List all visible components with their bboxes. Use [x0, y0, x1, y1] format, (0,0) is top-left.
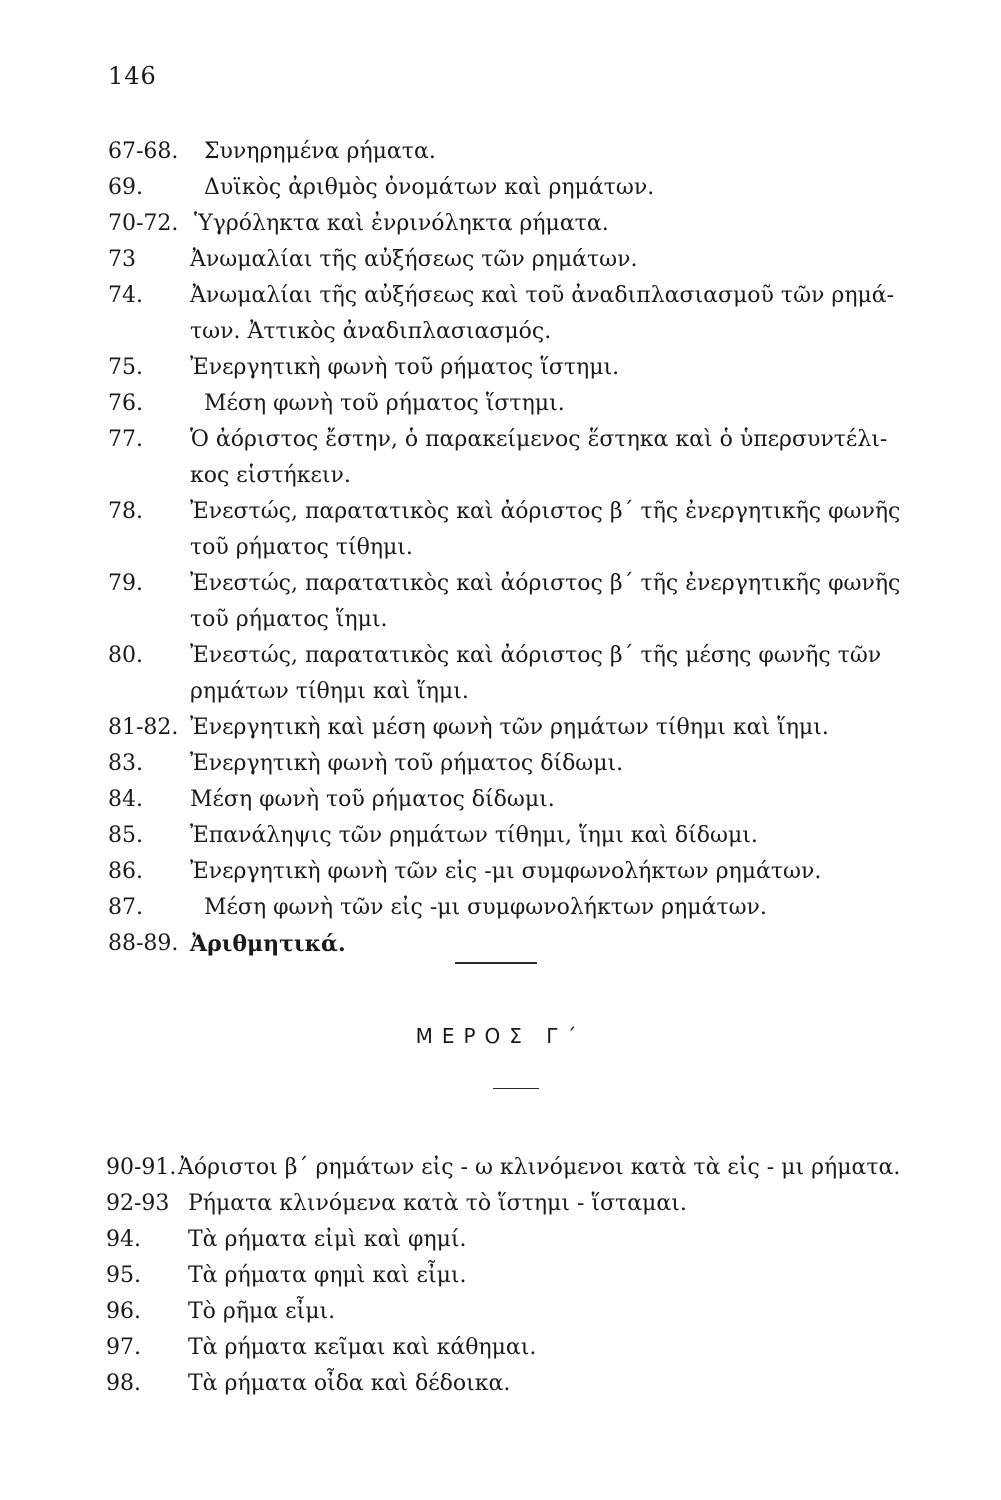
- page-number: 146: [108, 62, 157, 90]
- entry-title: Ἐνεστώς, παρατατικὸς καὶ ἀόριστος β΄ τῆς ἐνεργητικῆς φωνῆς: [190, 499, 901, 524]
- entry-title: Ἐνεργητικὴ φωνὴ τῶν εἰς -μι συμφωνολήκτων ρημάτων.: [190, 859, 822, 884]
- entry-number: 94.: [106, 1227, 141, 1252]
- entry-number: 81-82.: [108, 715, 179, 740]
- entry-number: 98.: [106, 1371, 141, 1396]
- entry-number: 74.: [108, 283, 143, 308]
- entry-title-continuation: των. Ἀττικὸς ἀναδιπλασιασμός.: [190, 319, 552, 344]
- entry-number: 88-89.: [108, 931, 179, 956]
- entry-title: Δυϊκὸς ἀριθμὸς ὀνομάτων καὶ ρημάτων.: [204, 175, 655, 200]
- entry-title: Μέση φωνὴ τοῦ ρήματος δίδωμι.: [190, 787, 555, 812]
- entry-number: 87.: [108, 895, 143, 920]
- entry-title: Ἀνωμαλίαι τῆς αὐξήσεως καὶ τοῦ ἀναδιπλασιασμοῦ τῶν ρημά-: [190, 283, 895, 308]
- entry-number: 97.: [106, 1335, 141, 1360]
- entry-number: 79.: [108, 571, 143, 596]
- entry-title: Τὰ ρήματα οἶδα καὶ δέδοικα.: [188, 1371, 511, 1396]
- entry-title: Ἐπανάληψις τῶν ρημάτων τίθημι, ἵημι καὶ δίδωμι.: [190, 823, 758, 848]
- entry-number: 96.: [106, 1299, 141, 1324]
- entry-number: 85.: [108, 823, 143, 848]
- entry-title-continuation: τοῦ ρήματος ἵημι.: [190, 607, 388, 632]
- part-heading: ΜΕΡΟΣ Γ΄: [415, 1024, 586, 1048]
- entry-title: Ἐνεστώς, παρατατικὸς καὶ ἀόριστος β΄ τῆς ἐνεργητικῆς φωνῆς: [190, 571, 901, 596]
- entry-title: Ἐνεστώς, παρατατικὸς καὶ ἀόριστος β΄ τῆς μέσης φωνῆς τῶν: [190, 643, 882, 668]
- entry-number: 83.: [108, 751, 143, 776]
- entry-title: Ρήματα κλινόμενα κατὰ τὸ ἵστημι - ἵσταμαι.: [188, 1191, 687, 1216]
- entry-number: 84.: [108, 787, 143, 812]
- entry-title-continuation: κος εἱστήκειν.: [190, 463, 351, 488]
- entry-title: Τὰ ρήματα φημὶ καὶ εἶμι.: [188, 1263, 467, 1288]
- entry-number: 76.: [108, 391, 143, 416]
- entry-title: Ἀνωμαλίαι τῆς αὐξήσεως τῶν ρημάτων.: [190, 247, 638, 272]
- entry-number: 73: [108, 247, 136, 272]
- entry-number: 92-93: [106, 1191, 170, 1216]
- entry-title: Τὰ ρήματα εἰμὶ καὶ φημί.: [188, 1227, 467, 1252]
- entry-title: Ἐνεργητικὴ φωνὴ τοῦ ρήματος δίδωμι.: [190, 751, 624, 776]
- entry-number: 86.: [108, 859, 143, 884]
- entry-number: 78.: [108, 499, 143, 524]
- entry-title: Ἀριθμητικά.: [190, 931, 346, 957]
- entry-title: Τὰ ρήματα κεῖμαι καὶ κάθημαι.: [188, 1335, 537, 1360]
- entry-title: Συνηρημένα ρήματα.: [204, 139, 436, 164]
- entry-title: Ἐνεργητικὴ καὶ μέση φωνὴ τῶν ρημάτων τίθημι καὶ ἵημι.: [190, 715, 829, 740]
- entry-title: Μέση φωνὴ τοῦ ρήματος ἵστημι.: [204, 391, 565, 416]
- entry-number: 70-72.: [108, 211, 179, 236]
- entry-title: Τὸ ρῆμα εἶμι.: [188, 1299, 336, 1324]
- entry-title: Ἀόριστοι β΄ ρημάτων εἰς - ω κλινόμενοι κατὰ τὰ εἰς - μι ρήματα.: [178, 1155, 901, 1180]
- section-divider: [455, 962, 537, 964]
- entry-number: 77.: [108, 427, 143, 452]
- entry-title-continuation: ρημάτων τίθημι καὶ ἵημι.: [190, 679, 469, 704]
- entry-number: 67-68.: [108, 139, 179, 164]
- entry-number: 75.: [108, 355, 143, 380]
- entry-number: 95.: [106, 1263, 141, 1288]
- entry-title-continuation: τοῦ ρήματος τίθημι.: [190, 535, 413, 560]
- entry-number: 80.: [108, 643, 143, 668]
- entry-title: Ὑγρόληκτα καὶ ἐνρινόληκτα ρήματα.: [194, 211, 609, 236]
- heading-underline: [493, 1088, 539, 1089]
- entry-title: Μέση φωνὴ τῶν εἰς -μι συμφωνολήκτων ρημάτων.: [204, 895, 767, 920]
- entry-number: 90-91.: [106, 1155, 177, 1180]
- entry-title: Ὁ ἀόριστος ἔστην, ὁ παρακείμενος ἕστηκα καὶ ὁ ὑπερσυντέλι-: [190, 427, 888, 452]
- entry-number: 69.: [108, 175, 143, 200]
- entry-title: Ἐνεργητικὴ φωνὴ τοῦ ρήματος ἵστημι.: [190, 355, 620, 380]
